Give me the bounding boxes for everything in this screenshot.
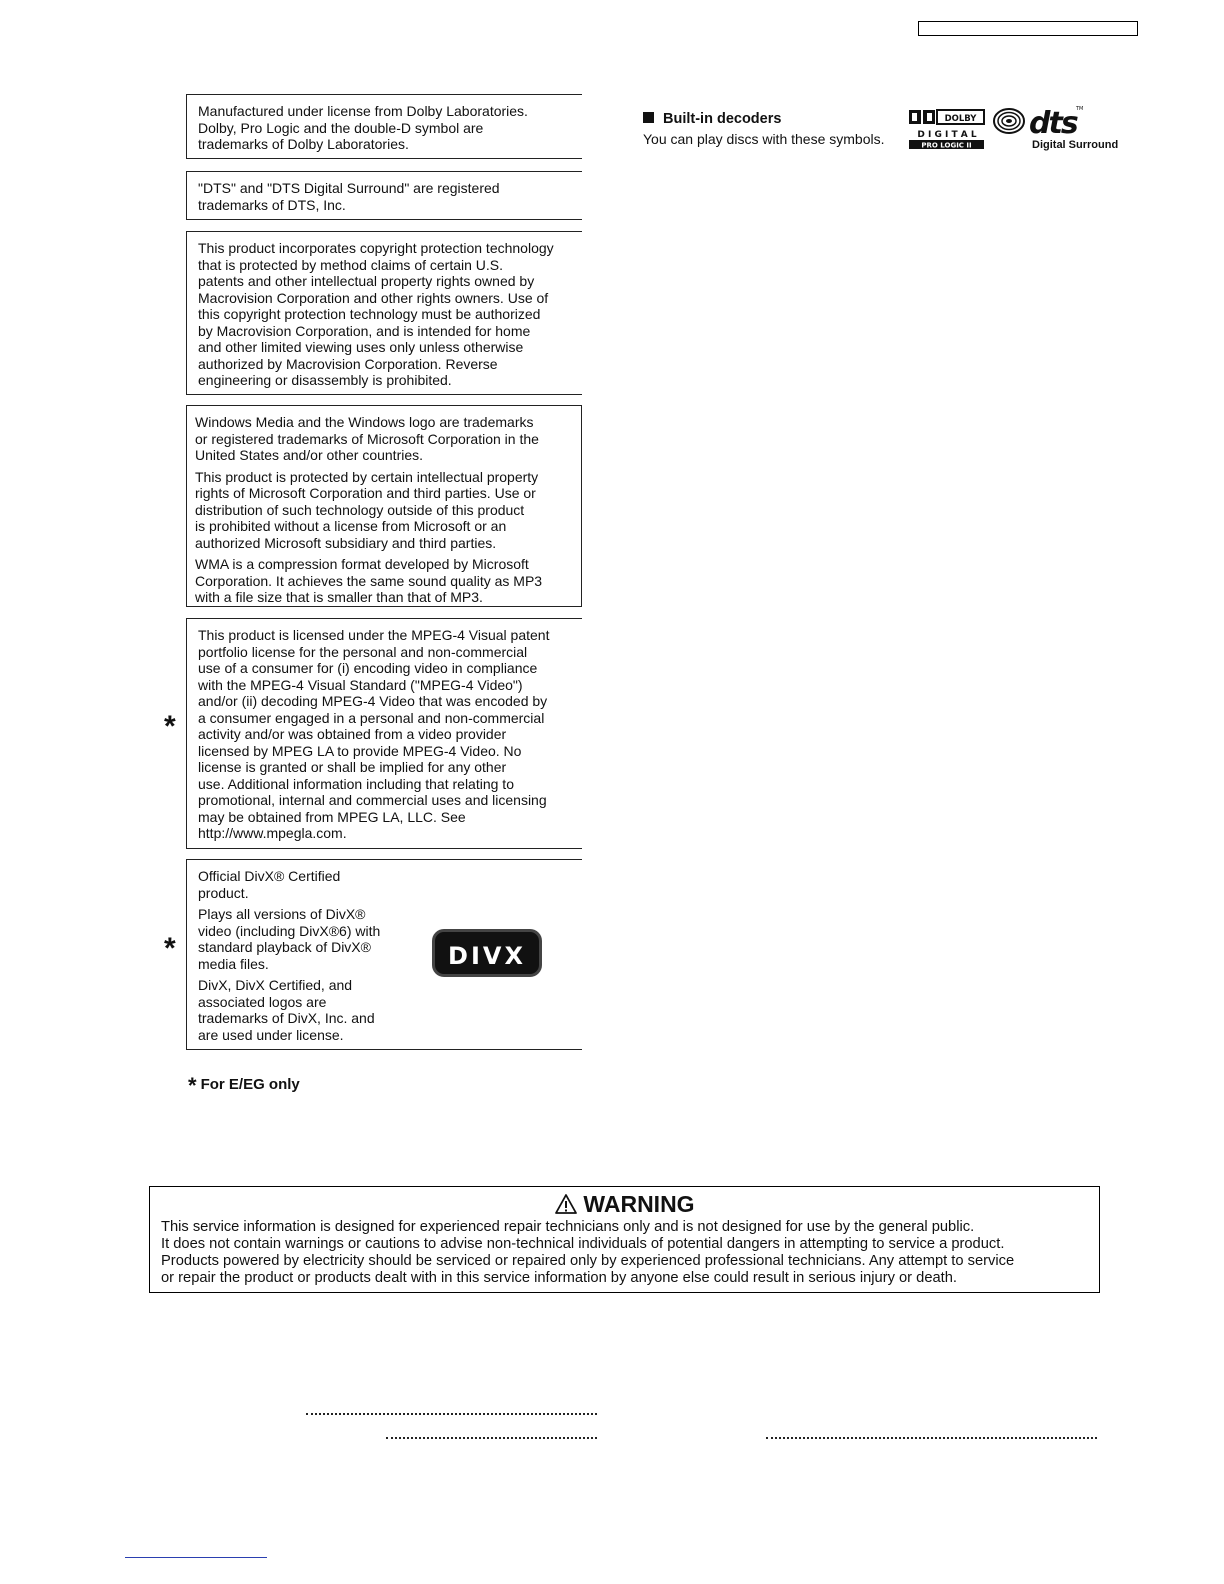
dts-sub-text: Digital Surround <box>1032 139 1119 151</box>
mpeg4-line: licensed by MPEG LA to provide MPEG-4 Video. No <box>198 742 522 759</box>
warning-line: It does not contain warnings or cautions to advise non-technical individuals of potential dangers in attempting to service a product. <box>161 1236 1005 1252</box>
square-bullet-icon <box>643 112 654 123</box>
warning-box <box>149 1186 1100 1293</box>
header-box <box>918 21 1138 36</box>
warning-title <box>161 1189 1089 1219</box>
mpeg4-line: and/or (ii) decoding MPEG-4 Video that was encoded by <box>198 693 548 709</box>
asterisk-icon: * <box>164 932 176 965</box>
warning-line: This service information is designed for experienced repair technicians only and is not designed for use by the general public. <box>161 1219 975 1235</box>
dts-line: trademarks of DTS, Inc. <box>198 196 346 213</box>
dolby-line: Manufactured under license from Dolby Laboratories. <box>198 103 528 119</box>
divx-line: DivX, DivX Certified, and <box>198 977 353 993</box>
macrovision-line: this copyright protection technology must be authorized <box>198 306 541 322</box>
decoders-text: You can play discs with these symbols. <box>643 131 885 147</box>
divx-line: Plays all versions of DivX® <box>198 906 366 922</box>
mpeg4-line: promotional, internal and commercial uses and licensing <box>198 792 547 808</box>
dts-line: "DTS" and "DTS Digital Surround" are registered <box>198 180 500 196</box>
divx-line: video (including DivX®6) with <box>198 922 381 939</box>
dolby-box-text: DOLBY <box>944 114 977 124</box>
macrovision-notice <box>186 231 582 395</box>
asterisk-icon: * <box>188 1073 197 1098</box>
dolby-logo-graphic <box>908 108 986 150</box>
mpeg4-line: license is granted or shall be implied for any other <box>198 759 507 775</box>
warning-triangle-icon <box>555 1194 577 1214</box>
divx-line: product. <box>198 884 249 901</box>
wm-line: This product is protected by certain intellectual property <box>195 468 539 485</box>
decoders-title: Built-in decoders <box>663 111 782 127</box>
macrovision-line: authorized by Macrovision Corporation. Reverse <box>198 355 498 372</box>
wm-line: is prohibited without a license from Microsoft or an <box>195 518 507 534</box>
dts-tm: TM <box>1076 106 1084 112</box>
mpeg4-line: activity and/or was obtained from a video provider <box>198 726 507 742</box>
wm-line: rights of Microsoft Corporation and third parties. Use or <box>195 485 536 501</box>
wm-line: Corporation. It achieves the same sound quality as MP3 <box>195 572 543 589</box>
warning-line: or repair the product or products dealt with in this service information by anyone else could result in serious injury or death. <box>161 1270 957 1286</box>
divx-logo-text: DIVX <box>448 942 526 970</box>
divx-line: Official DivX® Certified <box>198 868 341 884</box>
divx-logo <box>432 929 542 977</box>
macrovision-line: and other limited viewing uses only unless otherwise <box>198 339 524 355</box>
wm-line: Windows Media and the Windows logo are trademarks <box>195 414 534 430</box>
dts-notice <box>186 171 582 220</box>
mpeg4-line: may be obtained from MPEG LA, LLC. See <box>198 808 466 825</box>
wm-line: with a file size that is smaller than that of MP3. <box>195 589 483 605</box>
dotted-leader <box>306 1413 597 1415</box>
warning-body <box>161 1219 1089 1287</box>
dolby-notice <box>186 94 582 159</box>
divx-line: associated logos are <box>198 993 327 1010</box>
macrovision-line: by Macrovision Corporation, and is intended for home <box>198 322 531 339</box>
dts-word: dts <box>1029 106 1077 141</box>
divx-line: media files. <box>198 955 269 972</box>
wm-line: distribution of such technology outside of this product <box>195 501 525 518</box>
decoders-heading <box>643 111 781 127</box>
dotted-leader <box>386 1437 597 1439</box>
asterisk-icon: * <box>164 710 176 743</box>
windows-media-notice <box>186 405 582 607</box>
mpeg4-notice <box>186 618 582 849</box>
warning-title-text: WARNING <box>583 1191 695 1217</box>
divx-line: standard playback of DivX® <box>198 939 371 955</box>
mpeg4-line: with the MPEG-4 Visual Standard ("MPEG-4 Video") <box>198 676 523 693</box>
mpeg4-line: use. Additional information including that relating to <box>198 775 514 792</box>
wm-line: WMA is a compression format developed by Microsoft <box>195 556 529 572</box>
mpeg4-line: This product is licensed under the MPEG-4 Visual patent <box>198 627 550 643</box>
bottom-link-underline[interactable] <box>125 1557 267 1558</box>
warning-line: Products powered by electricity should be serviced or repaired only by experienced professional technicians. Any attempt to service <box>161 1253 1015 1269</box>
macrovision-line: patents and other intellectual property rights owned by <box>198 273 535 289</box>
macrovision-line: Macrovision Corporation and other rights owners. Use of <box>198 289 549 306</box>
macrovision-line: engineering or disassembly is prohibited. <box>198 372 452 388</box>
divx-line: are used under license. <box>198 1026 344 1043</box>
footnote-text: For E/EG only <box>200 1076 300 1093</box>
macrovision-line: that is protected by method claims of certain U.S. <box>198 256 504 273</box>
mpeg4-line: portfolio license for the personal and non-commercial <box>198 643 528 660</box>
dolby-line: trademarks of Dolby Laboratories. <box>198 136 409 152</box>
mpegla-link[interactable]: http://www.mpegla.com. <box>198 825 347 841</box>
mpeg4-line: a consumer engaged in a personal and non-commercial <box>198 709 545 726</box>
dts-logo-graphic <box>992 104 1119 152</box>
wm-line: or registered trademarks of Microsoft Corporation in the <box>195 430 539 447</box>
dolby-prologic-text: PRO LOGIC II <box>921 141 972 150</box>
dolby-digital-logo <box>908 108 986 150</box>
divx-line: trademarks of DivX, Inc. and <box>198 1010 375 1026</box>
dolby-digital-text: D I G I T A L <box>917 130 977 140</box>
wm-line: authorized Microsoft subsidiary and third parties. <box>195 534 497 551</box>
mpeg4-line: use of a consumer for (i) encoding video in compliance <box>198 660 538 676</box>
dotted-leader <box>766 1437 1097 1439</box>
footnote <box>188 1073 300 1099</box>
macrovision-line: This product incorporates copyright protection technology <box>198 240 554 256</box>
dts-logo <box>992 104 1119 152</box>
dolby-line: Dolby, Pro Logic and the double-D symbol are <box>198 119 484 136</box>
wm-line: United States and/or other countries. <box>195 447 424 463</box>
